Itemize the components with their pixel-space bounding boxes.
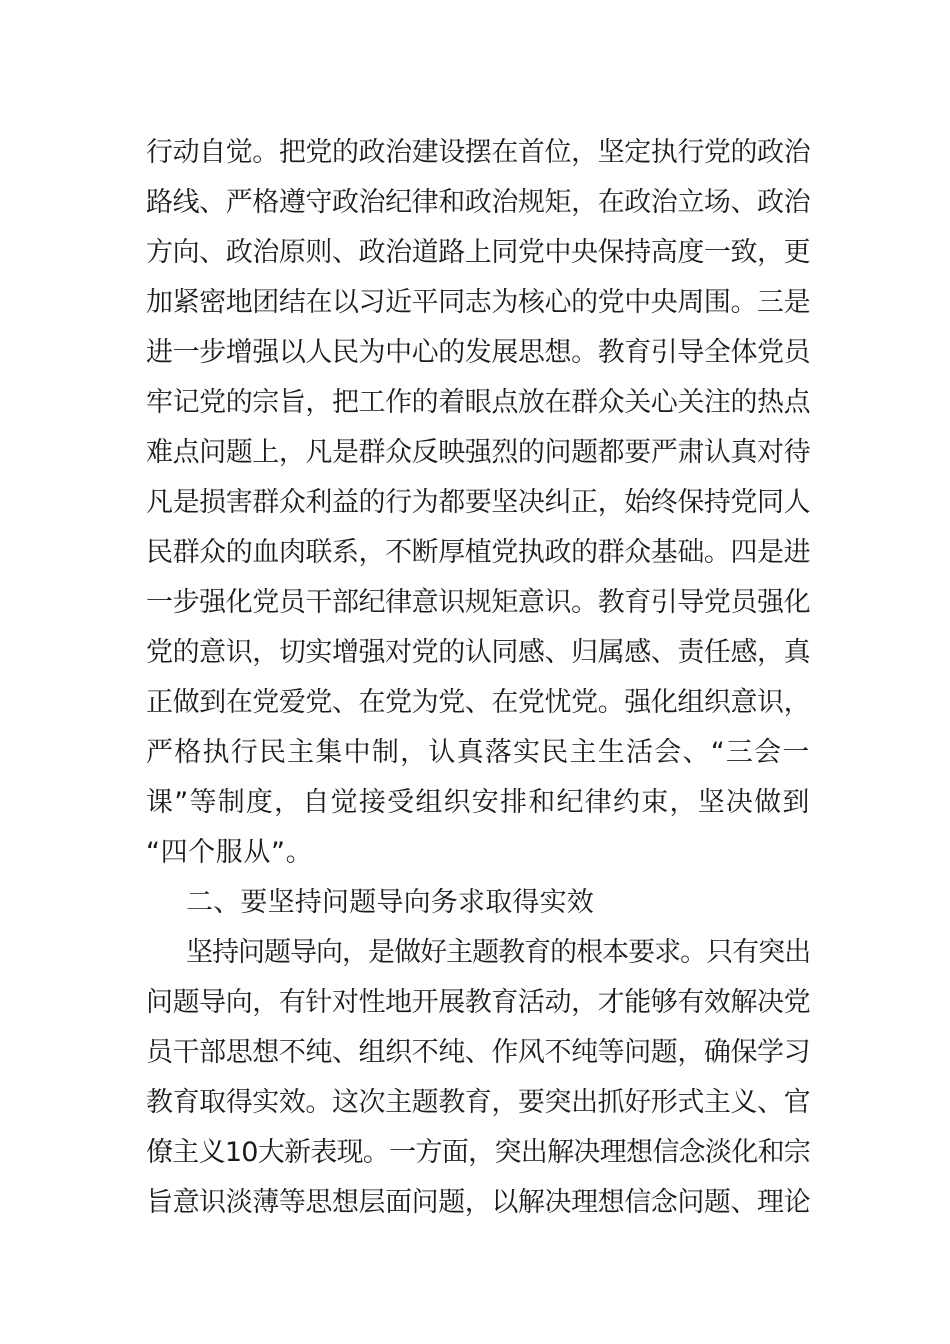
- text-line: 严格执行民主集中制，认真落实民主生活会、“三会一: [146, 737, 810, 768]
- text-line: 凡是损害群众利益的行为都要坚决纠正，始终保持党同人: [146, 487, 810, 518]
- text-line: 僚主义10大新表现。一方面，突出解决理想信念淡化和宗: [146, 1137, 810, 1168]
- text-line: 加紧密地团结在以习近平同志为核心的党中央周围。三是: [146, 287, 810, 318]
- text-line: 难点问题上，凡是群众反映强烈的问题都要严肃认真对待: [146, 437, 810, 468]
- text-line: 行动自觉。把党的政治建设摆在首位，坚定执行党的政治: [146, 137, 810, 168]
- text-line: 路线、严格遵守政治纪律和政治规矩，在政治立场、政治: [146, 187, 810, 218]
- text-line: 一步强化党员干部纪律意识规矩意识。教育引导党员强化: [146, 587, 810, 618]
- text-line: 教育取得实效。这次主题教育，要突出抓好形式主义、官: [146, 1087, 810, 1118]
- text-line: 旨意识淡薄等思想层面问题，以解决理想信念问题、理论: [146, 1187, 810, 1218]
- text-line: 课”等制度，自觉接受组织安排和纪律约束，坚决做到: [146, 787, 810, 818]
- text-line: 员干部思想不纯、组织不纯、作风不纯等问题，确保学习: [146, 1037, 810, 1068]
- text-line: 问题导向，有针对性地开展教育活动，才能够有效解决党: [146, 987, 810, 1018]
- text-line: 方向、政治原则、政治道路上同党中央保持高度一致，更: [146, 237, 810, 268]
- text-line: 正做到在党爱党、在党为党、在党忧党。强化组织意识，: [146, 687, 810, 718]
- text-line: “四个服从”。: [146, 837, 314, 868]
- text-line: 民群众的血肉联系，不断厚植党执政的群众基础。四是进: [146, 537, 810, 568]
- text-line: 进一步增强以人民为中心的发展思想。教育引导全体党员: [146, 337, 810, 368]
- text-line: 党的意识，切实增强对党的认同感、归属感、责任感，真: [146, 637, 810, 668]
- section-heading: 二、要坚持问题导向务求取得实效: [186, 887, 594, 918]
- text-line: 牢记党的宗旨，把工作的着眼点放在群众关心关注的热点: [146, 387, 810, 418]
- text-line: 坚持问题导向，是做好主题教育的根本要求。只有突出: [186, 937, 810, 968]
